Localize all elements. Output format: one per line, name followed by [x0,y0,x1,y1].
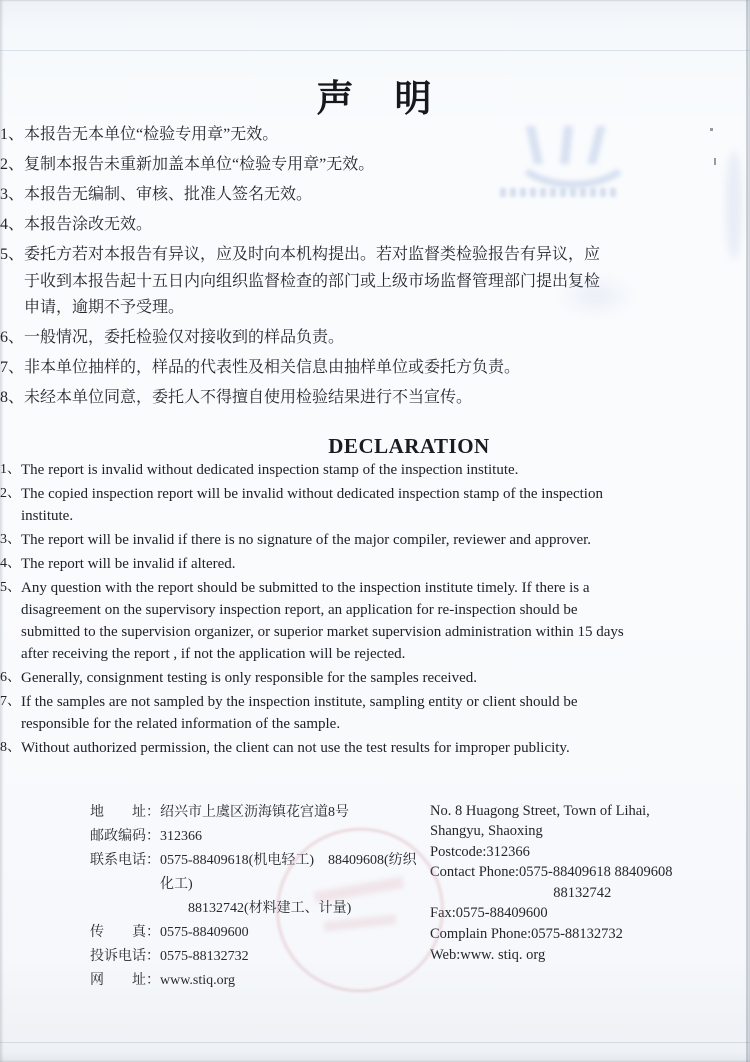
footer-line: Contact Phone:0575-88409618 88409608 [430,864,673,881]
declaration-item-en [0,529,628,551]
item-text: If the samples are not sampled by the inspection institute, sampling entity or client should be responsible for the related information of the sample. [21,693,578,732]
scan-speck [710,128,713,131]
item-text: The report will be invalid if altered. [21,555,236,572]
item-text: 未经本单位同意，委托人不得擅自使用检验结果进行不当宣传。 [24,389,473,406]
footer-line: No. 8 Huagong Street, Town of Lihai, [430,802,650,819]
item-text: The copied inspection report will be invalid without dedicated inspection stamp of the inspection institute. [21,485,603,524]
footer-value: 0575-88409618(机电轻工) 88409608(纺织化工) [160,852,417,892]
item-number: 4、 [0,555,21,571]
footer-value: 0575-88409600 [160,924,249,940]
footer-line: Fax:0575-88409600 [430,905,548,922]
footer-label: 传 真： [90,924,160,940]
contact-block-english [430,801,730,993]
footer-line: 88132742 [430,884,612,901]
footer-line: Postcode:312366 [430,843,530,860]
footer-row [90,969,430,993]
footer-row [90,921,430,945]
declaration-item-en [0,577,628,665]
footer-row [90,897,430,921]
scan-crease-line [0,1042,750,1043]
item-number: 7、 [0,693,21,709]
declaration-item-cn [0,325,606,352]
item-number: 2、 [0,485,21,501]
item-text: Without authorized permission, the client can not use the test results for improper publicity. [21,739,570,756]
declaration-heading: DECLARATION [328,433,490,458]
item-text: 本报告无编制、审核、批准人签名无效。 [24,186,313,203]
footer-row [90,849,430,897]
declaration-item-cn [0,242,606,322]
footer-label [90,897,160,921]
footer-row [90,945,430,969]
footer-row [90,825,430,849]
item-number: 6、 [0,329,25,346]
scan-speck [714,158,716,165]
item-number: 1、 [0,126,25,143]
item-number: 5、 [0,246,25,263]
footer-label: 网 址： [90,972,160,988]
contact-footer [90,801,750,993]
footer-label: 联系电话： [90,852,160,868]
declaration-item-en [0,691,628,735]
item-number: 2、 [0,156,25,173]
item-text: 复制本报告未重新加盖本单位“检验专用章”无效。 [24,156,375,173]
blue-edge-smudge [726,150,742,260]
item-number: 1、 [0,461,21,477]
footer-value: 312366 [160,828,202,844]
scan-crease-line [0,50,750,51]
footer-label: 投诉电话： [90,948,160,964]
item-number: 8、 [0,739,21,755]
declaration-item-cn [0,122,606,149]
footer-label: 地 址： [90,804,160,820]
footer-line: Complain Phone:0575-88132732 [430,926,623,943]
item-text: The report is invalid without dedicated inspection stamp of the inspection institute. [21,461,519,478]
item-text: Generally, consignment testing is only responsible for the samples received. [21,669,477,686]
declaration-item-en [0,483,628,527]
declaration-item-cn [0,212,606,239]
item-number: 7、 [0,359,25,376]
footer-line: Web:www. stiq. org [430,946,546,963]
footer-line: Shangyu, Shaoxing [430,823,543,840]
item-text: 委托方若对本报告有异议，应及时向本机构提出。若对监督类检验报告有异议，应于收到本报告起十五日内向组织监督检查的部门或上级市场监督管理部门提出复检申请，逾期不予受理。 [24,246,601,316]
item-number: 4、 [0,216,25,233]
page-edge-shadow [746,0,748,1062]
footer-label: 邮政编码： [90,828,160,844]
item-text: The report will be invalid if there is no signature of the major compiler, reviewer and approver. [21,531,592,548]
declaration-item-en [0,737,628,759]
contact-block-chinese [90,801,430,993]
declaration-item-cn [0,385,606,412]
footer-value: 绍兴市上虞区沥海镇花宫道8号 [160,804,349,820]
item-number: 3、 [0,531,21,547]
declaration-item-cn [0,152,606,179]
declaration-item-en [0,667,628,689]
item-text: 本报告无本单位“检验专用章”无效。 [24,126,279,143]
declaration-item-cn [0,355,606,382]
chinese-declaration-list [0,122,606,412]
declaration-item-en [0,553,628,575]
footer-value: www.stiq.org [160,972,236,988]
page-title: 声 明 [316,79,434,120]
item-number: 6、 [0,669,21,685]
footer-value: 88132742(材料建工、计量) [160,900,352,916]
english-declaration-list [0,459,628,759]
item-text: 非本单位抽样的，样品的代表性及相关信息由抽样单位或委托方负责。 [24,359,521,376]
footer-value: 0575-88132732 [160,948,249,964]
item-text: 一般情况，委托检验仅对接收到的样品负责。 [24,329,345,346]
declaration-item-en [0,459,628,481]
item-text: Any question with the report should be submitted to the inspection institute timely. If there is a disagreement on the supervisory inspection report, an application for re-inspection should be submitted to the supervision organizer, or superior market supervision administration within 15 days after receiving the report , if not the application will be rejected. [21,579,624,662]
footer-row [90,801,430,825]
item-text: 本报告涂改无效。 [24,216,153,233]
item-number: 8、 [0,389,25,406]
item-number: 3、 [0,186,25,203]
declaration-item-cn [0,182,606,209]
item-number: 5、 [0,579,21,595]
